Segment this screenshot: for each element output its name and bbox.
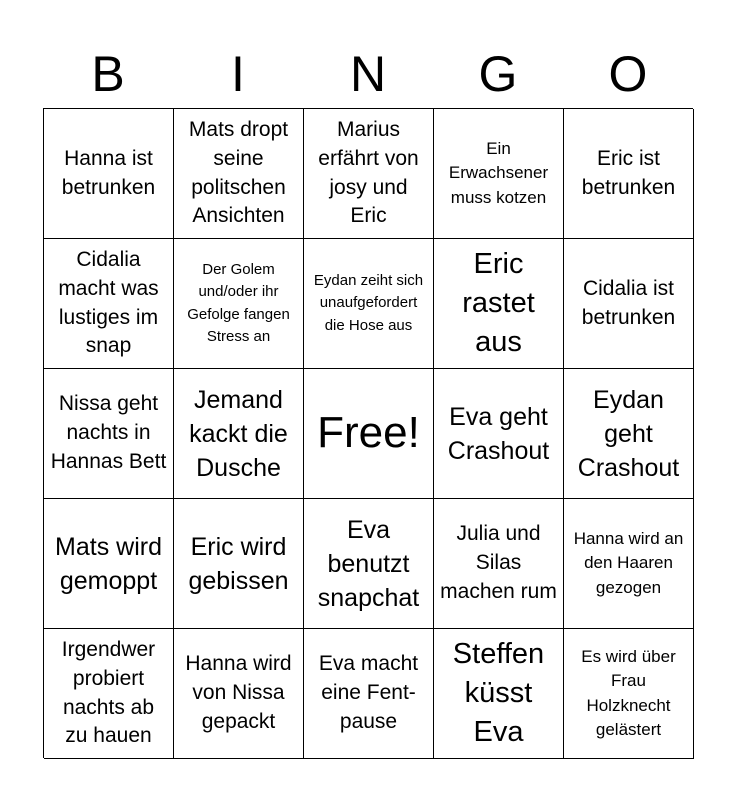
cell-text: Eva benutzt snapchat bbox=[317, 515, 420, 612]
cell-text: Eric ist betrunken bbox=[581, 146, 676, 199]
cell-text: Eydan geht Crashout bbox=[577, 385, 680, 482]
cell-text: Irgendwer probiert nachts ab zu hauen bbox=[61, 637, 156, 748]
cell-text: Steffen küsst Eva bbox=[452, 638, 545, 748]
cell-text: Jemand kackt die Dusche bbox=[189, 385, 288, 482]
header-letter-o: O bbox=[608, 46, 648, 102]
header-letter-n: N bbox=[349, 46, 387, 102]
bingo-cell[interactable] bbox=[174, 629, 304, 759]
bingo-cell[interactable] bbox=[304, 239, 434, 369]
cell-text: Eva geht Crashout bbox=[447, 402, 550, 465]
cell-text: Marius erfährt von josy und Eric bbox=[318, 117, 419, 228]
bingo-cell[interactable] bbox=[564, 629, 694, 759]
bingo-cell[interactable] bbox=[564, 499, 694, 629]
cell-text: Mats dropt seine politschen Ansichten bbox=[188, 117, 289, 228]
cell-text: Es wird über Frau Holzknecht gelästert bbox=[581, 647, 676, 739]
bingo-cell[interactable] bbox=[174, 109, 304, 239]
cell-text: Mats wird gemoppt bbox=[55, 532, 162, 595]
free-space-label: Free! bbox=[317, 408, 420, 458]
bingo-cell[interactable] bbox=[564, 109, 694, 239]
cell-text: Hanna ist betrunken bbox=[61, 146, 156, 199]
bingo-cell[interactable] bbox=[434, 369, 564, 499]
bingo-cell[interactable] bbox=[434, 239, 564, 369]
bingo-cell[interactable] bbox=[174, 499, 304, 629]
bingo-cell[interactable] bbox=[304, 629, 434, 759]
header-letter-g: G bbox=[478, 46, 518, 102]
bingo-cell[interactable] bbox=[564, 369, 694, 499]
cell-text: Eydan zeiht sich unaufgefordert die Hose aus bbox=[313, 271, 424, 334]
bingo-cell[interactable] bbox=[44, 499, 174, 629]
header-letter-i: I bbox=[231, 46, 245, 102]
bingo-cell[interactable] bbox=[564, 239, 694, 369]
cell-text: Cidalia ist betrunken bbox=[581, 276, 676, 329]
bingo-cell[interactable] bbox=[44, 109, 174, 239]
bingo-cell[interactable] bbox=[44, 629, 174, 759]
bingo-cell[interactable] bbox=[434, 499, 564, 629]
free-space[interactable] bbox=[304, 369, 434, 499]
cell-text: Cidalia macht was lustiges im snap bbox=[58, 247, 159, 358]
cell-text: Der Golem und/oder ihr Gefolge fangen Stress an bbox=[187, 260, 290, 345]
bingo-cell[interactable] bbox=[304, 109, 434, 239]
cell-text: Nissa geht nachts in Hannas Bett bbox=[50, 392, 167, 473]
bingo-cell[interactable] bbox=[434, 109, 564, 239]
bingo-cell[interactable] bbox=[174, 369, 304, 499]
bingo-header bbox=[43, 40, 693, 108]
cell-text: Eric rastet aus bbox=[462, 248, 535, 358]
bingo-board bbox=[43, 108, 693, 758]
cell-text: Eva macht eine Fent-pause bbox=[318, 652, 419, 733]
bingo-cell[interactable] bbox=[304, 499, 434, 629]
header-letter-b: B bbox=[91, 46, 125, 102]
cell-text: Hanna wird von Nissa gepackt bbox=[185, 652, 292, 733]
bingo-cell[interactable] bbox=[44, 369, 174, 499]
cell-text: Julia und Silas machen rum bbox=[440, 522, 557, 603]
bingo-cell[interactable] bbox=[44, 239, 174, 369]
cell-text: Eric wird gebissen bbox=[188, 532, 289, 595]
cell-text: Ein Erwachsener muss kotzen bbox=[448, 139, 549, 207]
cell-text: Hanna wird an den Haaren gezogen bbox=[573, 529, 684, 597]
bingo-cell[interactable] bbox=[434, 629, 564, 759]
bingo-cell[interactable] bbox=[174, 239, 304, 369]
